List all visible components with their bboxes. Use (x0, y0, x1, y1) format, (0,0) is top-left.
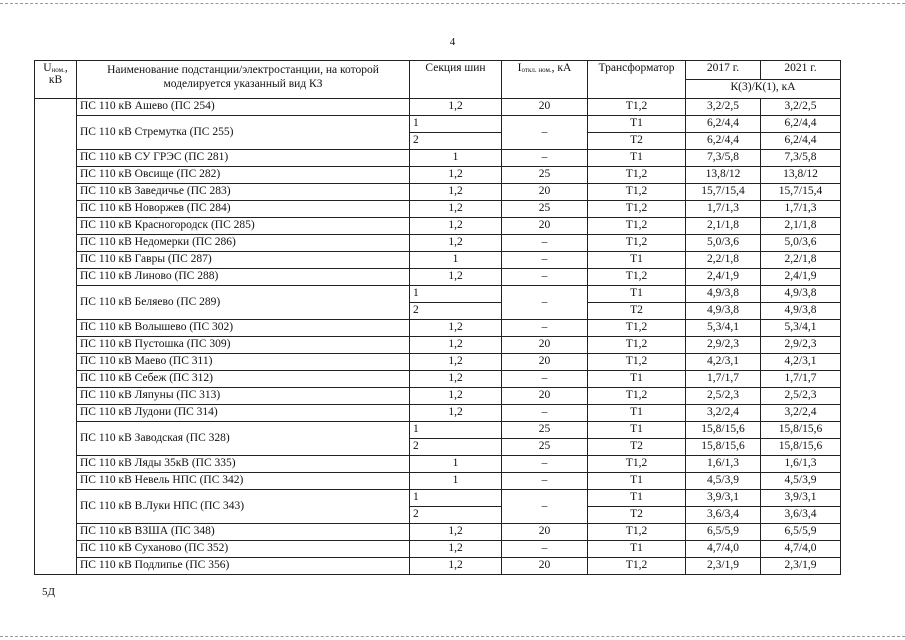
bus-section: 1,2 (410, 371, 502, 388)
breaking-current: 25 (502, 167, 588, 184)
substation-name: ПС 110 кВ Ляды 35кВ (ПС 335) (77, 456, 410, 473)
kz-2017: 5,3/4,1 (686, 320, 761, 337)
kz-2021: 2,5/2,3 (761, 388, 841, 405)
bus-section: 1 (410, 116, 502, 133)
transformer: Т1,2 (588, 354, 686, 371)
breaking-current: – (502, 320, 588, 337)
kz-2017: 2,4/1,9 (686, 269, 761, 286)
bus-section: 1,2 (410, 558, 502, 575)
breaking-current: 20 (502, 99, 588, 116)
table-row (35, 456, 841, 473)
kz-2017: 2,1/1,8 (686, 218, 761, 235)
substation-name: ПС 110 кВ Линово (ПС 288) (77, 269, 410, 286)
breaking-current: 20 (502, 524, 588, 541)
transformer: Т1 (588, 473, 686, 490)
bus-section: 2 (410, 303, 502, 320)
header-name: Наименование подстанции/электростанции, на которой моделируется указанный вид КЗ (77, 61, 410, 99)
kz-2021: 1,6/1,3 (761, 456, 841, 473)
kz-2021: 15,8/15,6 (761, 439, 841, 456)
transformer: Т1,2 (588, 337, 686, 354)
table-row (35, 405, 841, 422)
breaking-current: 25 (502, 201, 588, 218)
kz-2017: 2,3/1,9 (686, 558, 761, 575)
bus-section: 2 (410, 133, 502, 150)
kz-2017: 2,9/2,3 (686, 337, 761, 354)
kz-2021: 3,2/2,4 (761, 405, 841, 422)
bus-section: 1,2 (410, 541, 502, 558)
header-current: $I_{откл. ном.}$, кА (502, 61, 588, 99)
table-row (35, 184, 841, 201)
substation-name: ПС 110 кВ Невель НПС (ПС 342) (77, 473, 410, 490)
transformer: Т1 (588, 252, 686, 269)
table-row (35, 218, 841, 235)
substation-name: ПС 110 кВ Недомерки (ПС 286) (77, 235, 410, 252)
breaking-current: – (502, 541, 588, 558)
kz-2017: 7,3/5,8 (686, 150, 761, 167)
transformer: Т1,2 (588, 320, 686, 337)
breaking-current: – (502, 456, 588, 473)
transformer: Т1 (588, 490, 686, 507)
kz-2017: 15,8/15,6 (686, 422, 761, 439)
breaking-current: – (502, 473, 588, 490)
bus-section: 1,2 (410, 269, 502, 286)
kz-2017: 6,2/4,4 (686, 133, 761, 150)
kz-2017: 3,2/2,4 (686, 405, 761, 422)
kz-2021: 6,2/4,4 (761, 116, 841, 133)
table-row (35, 99, 841, 116)
kz-2017: 1,7/1,7 (686, 371, 761, 388)
breaking-current: 20 (502, 354, 588, 371)
header-kz-unit: К(3)/К(1), кА (686, 80, 841, 99)
transformer: Т1 (588, 405, 686, 422)
kz-2021: 2,3/1,9 (761, 558, 841, 575)
kz-2017: 13,8/12 (686, 167, 761, 184)
bus-section: 1 (410, 252, 502, 269)
transformer: Т1,2 (588, 388, 686, 405)
substation-name: ПС 110 кВ Ляпуны (ПС 313) (77, 388, 410, 405)
substation-name: ПС 110 кВ Овсище (ПС 282) (77, 167, 410, 184)
header-year-2017: 2017 г. (686, 61, 761, 80)
breaking-current: – (502, 150, 588, 167)
breaking-current: 20 (502, 337, 588, 354)
kz-2021: 13,8/12 (761, 167, 841, 184)
bus-section: 1,2 (410, 320, 502, 337)
breaking-current: 20 (502, 388, 588, 405)
table-row (35, 490, 841, 507)
table-header (35, 61, 841, 99)
kz-2021: 1,7/1,7 (761, 371, 841, 388)
transformer: Т2 (588, 507, 686, 524)
substation-name: ПС 110 кВ СУ ГРЭС (ПС 281) (77, 150, 410, 167)
bus-section: 1 (410, 456, 502, 473)
substation-name: ПС 110 кВ В.Луки НПС (ПС 343) (77, 490, 410, 524)
header-u-nom: $U_{ном.}$, кВ (35, 61, 77, 99)
breaking-current: – (502, 371, 588, 388)
bus-section: 2 (410, 439, 502, 456)
breaking-current: 25 (502, 439, 588, 456)
kz-2017: 3,6/3,4 (686, 507, 761, 524)
breaking-current: 25 (502, 422, 588, 439)
substation-name: ПС 110 кВ Ашево (ПС 254) (77, 99, 410, 116)
substation-name: ПС 110 кВ Новоржев (ПС 284) (77, 201, 410, 218)
bus-section: 1,2 (410, 218, 502, 235)
substation-name: ПС 110 кВ Заводская (ПС 328) (77, 422, 410, 456)
table-row (35, 354, 841, 371)
kz-2021: 5,3/4,1 (761, 320, 841, 337)
kz-2021: 15,8/15,6 (761, 422, 841, 439)
bus-section: 1,2 (410, 388, 502, 405)
transformer: Т2 (588, 133, 686, 150)
bus-section: 1,2 (410, 235, 502, 252)
breaking-current: – (502, 116, 588, 150)
bus-section: 1 (410, 490, 502, 507)
kz-2017: 4,9/3,8 (686, 303, 761, 320)
breaking-current: 20 (502, 558, 588, 575)
transformer: Т1,2 (588, 99, 686, 116)
kz-2021: 15,7/15,4 (761, 184, 841, 201)
table-row (35, 150, 841, 167)
transformer: Т1 (588, 371, 686, 388)
transformer: Т1 (588, 286, 686, 303)
substation-name: ПС 110 кВ Стремутка (ПС 255) (77, 116, 410, 150)
bus-section: 1,2 (410, 337, 502, 354)
kz-2021: 6,5/5,9 (761, 524, 841, 541)
short-circuit-table (34, 60, 841, 575)
bus-section: 1 (410, 150, 502, 167)
kz-2021: 5,0/3,6 (761, 235, 841, 252)
kz-2021: 4,2/3,1 (761, 354, 841, 371)
kz-2017: 3,2/2,5 (686, 99, 761, 116)
kz-2017: 4,9/3,8 (686, 286, 761, 303)
substation-name: ПС 110 кВ Волышево (ПС 302) (77, 320, 410, 337)
substation-name: ПС 110 кВ Беляево (ПС 289) (77, 286, 410, 320)
substation-name: ПС 110 кВ Гавры (ПС 287) (77, 252, 410, 269)
bus-section: 1,2 (410, 167, 502, 184)
bus-section: 1,2 (410, 99, 502, 116)
transformer: Т1,2 (588, 456, 686, 473)
table-row (35, 524, 841, 541)
header-section: Секция шин (410, 61, 502, 99)
kz-2021: 6,2/4,4 (761, 133, 841, 150)
substation-name: ПС 110 кВ Лудони (ПС 314) (77, 405, 410, 422)
table-row (35, 201, 841, 218)
bus-section: 1 (410, 422, 502, 439)
bus-section: 1 (410, 286, 502, 303)
kz-2021: 4,9/3,8 (761, 303, 841, 320)
transformer: Т1,2 (588, 269, 686, 286)
header-transformer: Трансформатор (588, 61, 686, 99)
kz-2017: 4,5/3,9 (686, 473, 761, 490)
breaking-current: – (502, 235, 588, 252)
transformer: Т1,2 (588, 524, 686, 541)
kz-2017: 1,7/1,3 (686, 201, 761, 218)
bus-section: 1,2 (410, 201, 502, 218)
kz-2021: 2,4/1,9 (761, 269, 841, 286)
substation-name: ПС 110 кВ ВЗША (ПС 348) (77, 524, 410, 541)
breaking-current: 20 (502, 218, 588, 235)
transformer: Т1 (588, 422, 686, 439)
table-row (35, 422, 841, 439)
kz-2021: 2,2/1,8 (761, 252, 841, 269)
substation-name: ПС 110 кВ Пустошка (ПС 309) (77, 337, 410, 354)
breaking-current: 20 (502, 184, 588, 201)
kz-2021: 3,2/2,5 (761, 99, 841, 116)
kz-2021: 3,6/3,4 (761, 507, 841, 524)
kz-2021: 3,9/3,1 (761, 490, 841, 507)
kz-2017: 4,7/4,0 (686, 541, 761, 558)
substation-name: ПС 110 кВ Подлипье (ПС 356) (77, 558, 410, 575)
bus-section: 1,2 (410, 354, 502, 371)
substation-name: ПС 110 кВ Заведичье (ПС 283) (77, 184, 410, 201)
bus-section: 2 (410, 507, 502, 524)
kz-2017: 2,5/2,3 (686, 388, 761, 405)
footer-code: 5Д (42, 586, 56, 598)
transformer: Т2 (588, 439, 686, 456)
kz-2021: 2,9/2,3 (761, 337, 841, 354)
kz-2021: 4,5/3,9 (761, 473, 841, 490)
substation-name: ПС 110 кВ Суханово (ПС 352) (77, 541, 410, 558)
transformer: Т1,2 (588, 235, 686, 252)
scan-edge-bottom (0, 636, 905, 637)
bus-section: 1 (410, 473, 502, 490)
transformer: Т1 (588, 116, 686, 133)
kz-2017: 1,6/1,3 (686, 456, 761, 473)
table-row (35, 320, 841, 337)
substation-name: ПС 110 кВ Маево (ПС 311) (77, 354, 410, 371)
bus-section: 1,2 (410, 184, 502, 201)
kz-2021: 2,1/1,8 (761, 218, 841, 235)
breaking-current: – (502, 490, 588, 524)
kz-2017: 2,2/1,8 (686, 252, 761, 269)
kz-2021: 4,7/4,0 (761, 541, 841, 558)
table-body (35, 99, 841, 575)
transformer: Т2 (588, 303, 686, 320)
transformer: Т1,2 (588, 167, 686, 184)
table-row (35, 473, 841, 490)
table-row (35, 116, 841, 133)
transformer: Т1,2 (588, 558, 686, 575)
voltage-cell (35, 99, 77, 575)
transformer: Т1 (588, 150, 686, 167)
transformer: Т1,2 (588, 201, 686, 218)
kz-2017: 6,2/4,4 (686, 116, 761, 133)
table-row (35, 337, 841, 354)
kz-2021: 1,7/1,3 (761, 201, 841, 218)
kz-2021: 4,9/3,8 (761, 286, 841, 303)
transformer: Т1,2 (588, 184, 686, 201)
table-row (35, 388, 841, 405)
scan-edge-top (0, 3, 905, 4)
header-year-2021: 2021 г. (761, 61, 841, 80)
table-row (35, 235, 841, 252)
substation-name: ПС 110 кВ Красногородск (ПС 285) (77, 218, 410, 235)
breaking-current: – (502, 405, 588, 422)
transformer: Т1 (588, 541, 686, 558)
kz-2017: 6,5/5,9 (686, 524, 761, 541)
kz-2017: 5,0/3,6 (686, 235, 761, 252)
table-row (35, 167, 841, 184)
bus-section: 1,2 (410, 405, 502, 422)
kz-2017: 3,9/3,1 (686, 490, 761, 507)
kz-2017: 4,2/3,1 (686, 354, 761, 371)
bus-section: 1,2 (410, 524, 502, 541)
table-row (35, 269, 841, 286)
page-number: 4 (449, 36, 456, 48)
table-row (35, 371, 841, 388)
kz-2017: 15,8/15,6 (686, 439, 761, 456)
breaking-current: – (502, 252, 588, 269)
table-row (35, 558, 841, 575)
breaking-current: – (502, 286, 588, 320)
table-row (35, 252, 841, 269)
table-row (35, 541, 841, 558)
breaking-current: – (502, 269, 588, 286)
kz-2021: 7,3/5,8 (761, 150, 841, 167)
kz-2017: 15,7/15,4 (686, 184, 761, 201)
substation-name: ПС 110 кВ Себеж (ПС 312) (77, 371, 410, 388)
table-row (35, 286, 841, 303)
transformer: Т1,2 (588, 218, 686, 235)
